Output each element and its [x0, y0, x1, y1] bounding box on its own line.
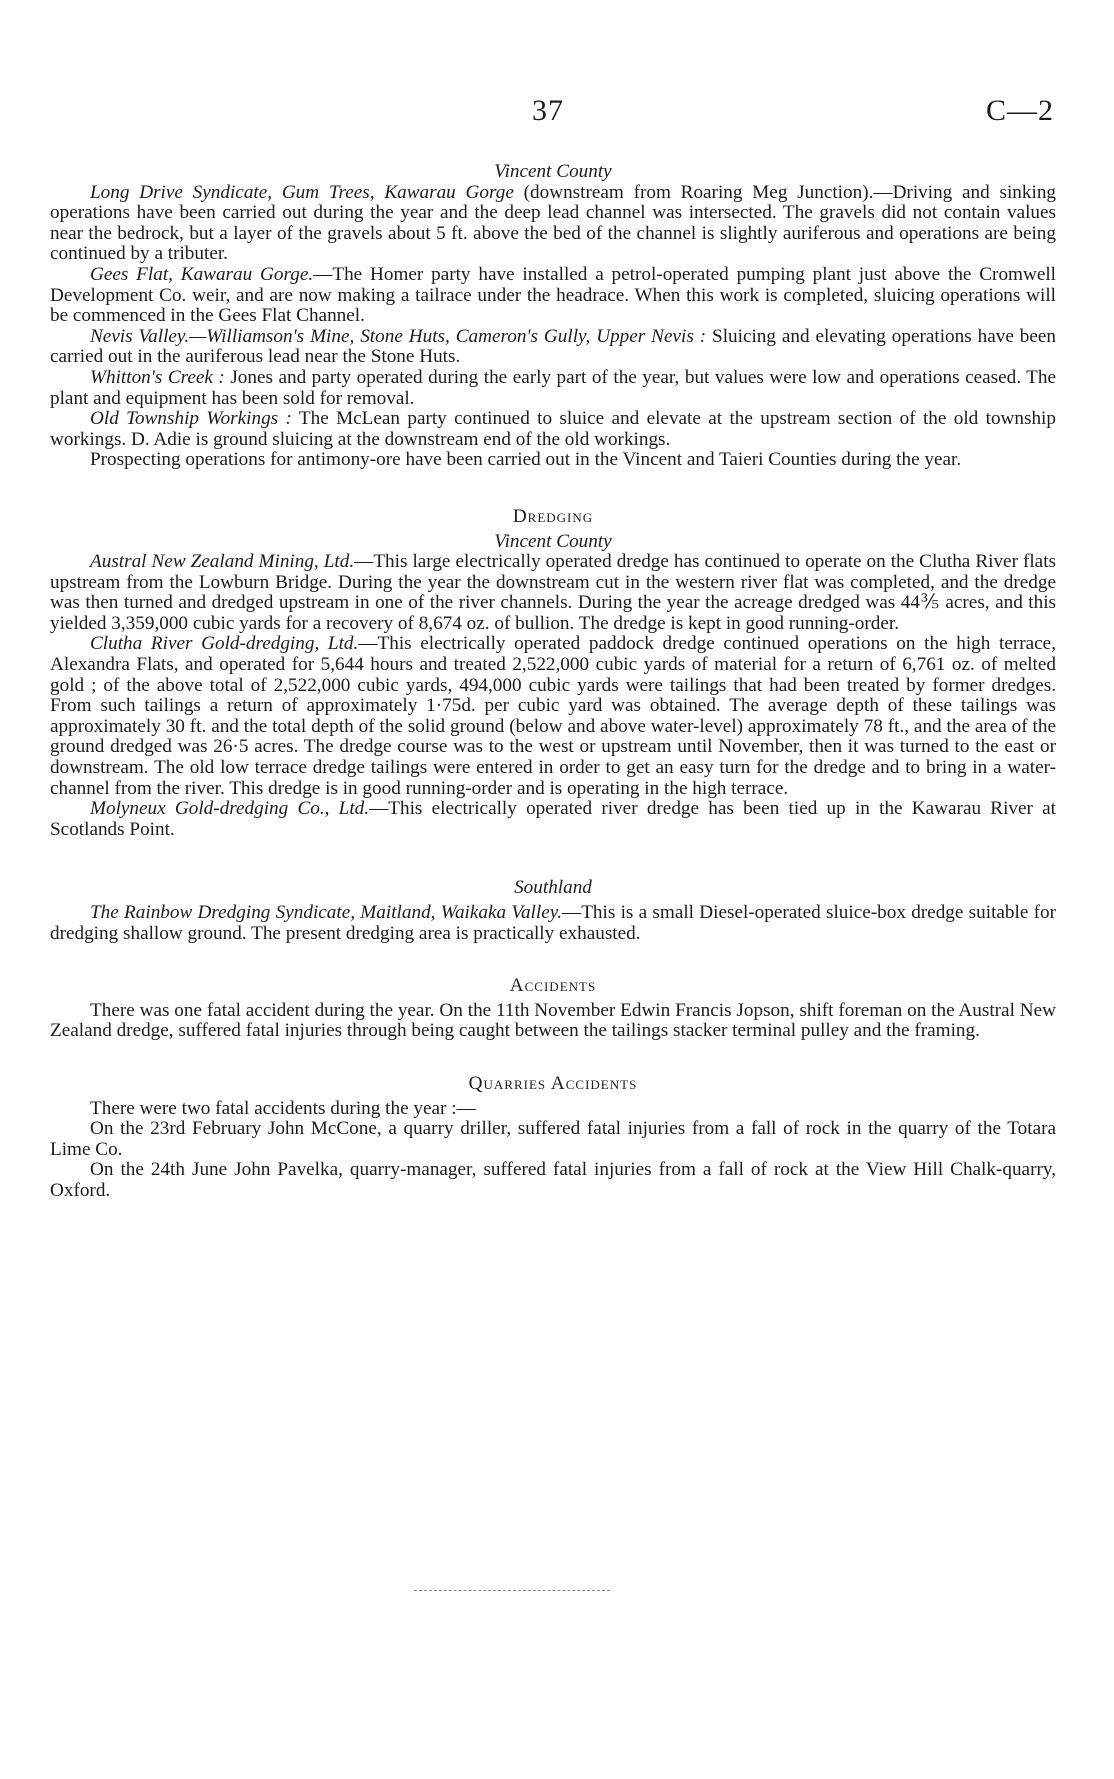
- paragraph-two-fatal-accidents: There were two fatal accidents during the year :—: [90, 1097, 476, 1119]
- paragraph-accident-pavelka: On the 24th June John Pavelka, quarry-manager, suffered fatal injuries from a fall of rock at the View Hill Chalk-quarry, Oxford.: [50, 1159, 1056, 1201]
- section-heading-quarries-accidents: Quarries Accidents: [468, 1072, 638, 1094]
- paragraph-text: —This electrically operated river dredge has been tied up in the Kawarau River at Scotlands Point.: [50, 798, 1057, 840]
- section-heading-southland: Southland: [514, 877, 592, 899]
- report-reference: C—2: [986, 94, 1055, 127]
- paragraph-gees-flat: [50, 265, 1056, 327]
- paragraph-text: Sluicing and elevating operations have been carried out in the auriferous lead near the Stone Huts.: [50, 325, 1056, 368]
- paragraph-accident-jopson: There was one fatal accident during the year. On the 11th November Edwin Francis Jopson, shift foreman on the Austral New Zealand dredge, suffered fatal injuries through being caught between the tailings stacker terminal pulley and the framing.: [50, 999, 1056, 1042]
- section-heading-accidents: Accidents: [509, 975, 597, 997]
- paragraph-lead: Long Drive Syndicate, Gum Trees, Kawarau Gorge: [90, 181, 514, 203]
- paragraph-austral-nz-mining: [50, 552, 1056, 634]
- page-body: [50, 162, 1056, 1202]
- footer-rule: [414, 1590, 610, 1591]
- paragraph-prospecting: Prospecting operations for antimony-ore have been carried out in the Vincent and Taieri Counties during the year.: [90, 449, 962, 471]
- section-heading-dredging: Dredging: [512, 505, 594, 527]
- subheading-vincent-county: Vincent County: [494, 530, 612, 552]
- paragraph-text: Jones and party operated during the early part of the year, but values were low and operations ceased. The plant and equipment has been sold for removal.: [50, 366, 1056, 409]
- paragraph-text: The McLean party continued to sluice and elevate at the upstream section of the old township workings. D. Adie is ground sluicing at the downstream end of the old workings.: [50, 408, 1056, 450]
- paragraph-text: —The Homer party have installed a petrol-operated pumping plant just above the Cromwell Development Co. weir, and are now making a tailrace under the headrace. When this work is completed, sluicing operations will be commenced in the Gees Flat Channel.: [50, 263, 1056, 327]
- paragraph-lead: Molyneux Gold-dredging Co., Ltd.: [90, 798, 370, 820]
- paragraph-lead: Gees Flat, Kawarau Gorge.: [90, 263, 314, 285]
- page-number: 37: [532, 94, 564, 127]
- paragraph-molyneux: [50, 799, 1056, 840]
- paragraph-lead: Whitton's Creek :: [90, 366, 225, 388]
- paragraph-long-drive-syndicate: [50, 183, 1056, 265]
- section-heading-vincent-county: Vincent County: [494, 161, 612, 182]
- paragraph-accident-mccone: On the 23rd February John McCone, a quarry driller, suffered fatal injuries from a fall of rock in the quarry of the Totara Lime Co.: [50, 1118, 1056, 1160]
- paragraph-text: —This is a small Diesel-operated sluice-box dredge suitable for dredging shallow ground. The present dredging area is practically exhausted.: [50, 902, 1057, 944]
- paragraph-text: (downstream from Roaring Meg Junction).—Driving and sinking operations have been carried out during the year and the deep lead channel was intersected. The gravels did not contain values near the bedrock, but a layer of the gravels about 5 ft. above the bed of the channel is slightly auriferous and operations are being continued by a tributer.: [50, 181, 1057, 265]
- paragraph-nevis-valley: [50, 327, 1056, 368]
- paragraph-clutha-river: [50, 634, 1056, 799]
- paragraph-lead: Austral New Zealand Mining, Ltd.: [90, 551, 355, 573]
- paragraph-old-township: [50, 409, 1056, 450]
- paragraph-lead: Clutha River Gold-dredging, Ltd.: [90, 633, 359, 655]
- paragraph-lead: Old Township Workings :: [90, 408, 292, 430]
- paragraph-rainbow-dredging: [50, 903, 1056, 944]
- paragraph-text: —This large electrically operated dredge has continued to operate on the Clutha River flats upstream from the Lowburn Bridge. During the year the downstream cut in the western river flat was completed, and the dredge was then turned and dredged upstream in one of the river channels. During the year the acreage dredged was 44⅗ acres, and this yielded 3,359,000 cubic yards for a recovery of 8,674 oz. of bullion. The dredge is kept in good running-order.: [50, 551, 1056, 634]
- paragraph-lead: Nevis Valley.—Williamson's Mine, Stone Huts, Cameron's Gully, Upper Nevis :: [90, 325, 707, 347]
- paragraph-text: —This electrically operated paddock dredge continued operations on the high terrace, Alexandra Flats, and operated for 5,644 hours and treated 2,522,000 cubic yards of material for a return of 6,761 oz. of melted gold ; of the above total of 2,522,000 cubic yards, 494,000 cubic yards were tailings that had been treated by former dredges. From such tailings a return of approximately 1·75d. per cubic yard was obtained. The average depth of these tailings was approximately 30 ft. and the total depth of the solid ground (below and above water-level) approximately 78 ft., and the area of the ground dredged was 26·5 acres. The dredge course was to the west or upstream until November, then it was turned to the east or downstream. The old low terrace dredge tailings were entered in order to get an easy turn for the dredge and to bring in a water-channel from the river. This dredge is in good running-order and is operating in the high terrace.: [50, 633, 1056, 799]
- paragraph-whittons-creek: [50, 368, 1056, 409]
- paragraph-lead: The Rainbow Dredging Syndicate, Maitland, Waikaka Valley.: [90, 902, 562, 923]
